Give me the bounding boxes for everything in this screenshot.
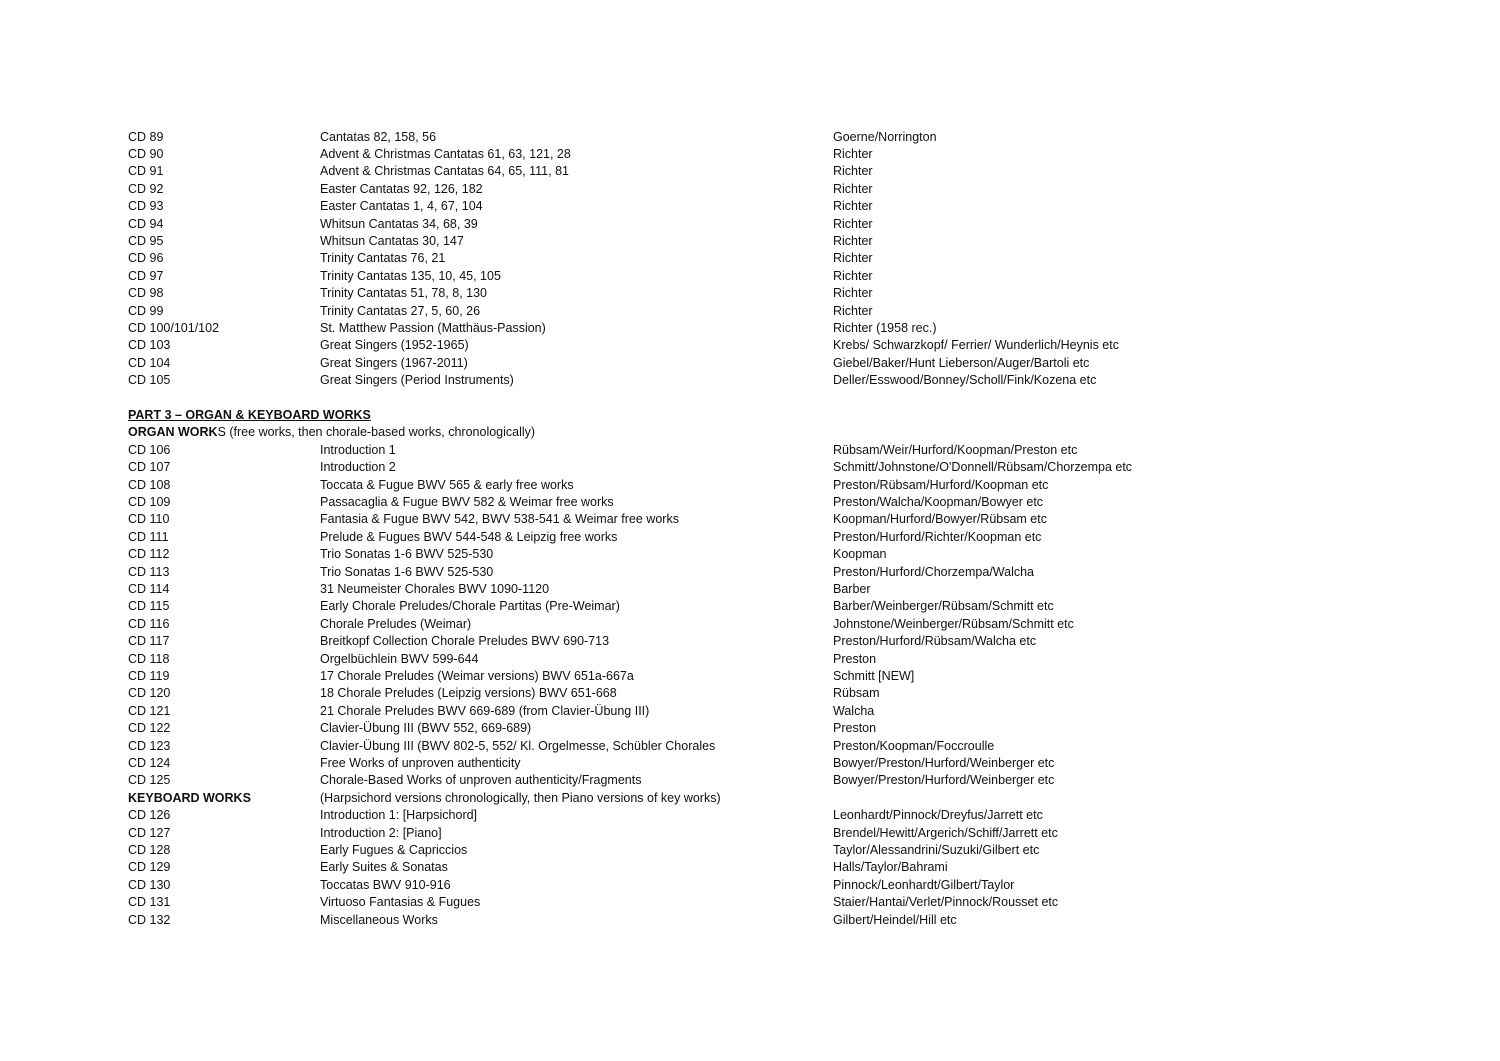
performers: Brendel/Hewitt/Argerich/Schiff/Jarrett etc — [833, 825, 1058, 840]
performers: Walcha — [833, 703, 875, 718]
work-title: 31 Neumeister Chorales BWV 1090-1120 — [320, 581, 550, 596]
table-row — [0, 633, 1500, 650]
work-title: Orgelbüchlein BWV 599-644 — [320, 651, 479, 666]
cd-number: CD 121 — [128, 703, 171, 718]
cd-number: CD 99 — [128, 303, 164, 318]
cd-number: CD 93 — [128, 199, 164, 214]
work-title: Chorale Preludes (Weimar) — [320, 616, 472, 631]
work-title: Toccatas BWV 910-916 — [320, 877, 451, 892]
cd-number: CD 92 — [128, 181, 164, 196]
performers: Preston/Koopman/Foccroulle — [833, 738, 995, 753]
table-row — [0, 285, 1500, 302]
cd-number: CD 118 — [128, 651, 170, 666]
keyboard-works-note: (Harpsichord versions chronologically, then Piano versions of key works) — [320, 790, 721, 805]
work-title: 17 Chorale Preludes (Weimar versions) BWV 651a-667a — [320, 668, 634, 683]
table-row — [0, 355, 1500, 372]
cd-number: CD 112 — [128, 547, 170, 562]
cd-number: CD 111 — [128, 529, 169, 544]
organ-works-note: S (free works, then chorale-based works, chronologically) — [217, 425, 536, 440]
table-row — [0, 442, 1500, 459]
table-row — [0, 825, 1500, 842]
performers: Taylor/Alessandrini/Suzuki/Gilbert etc — [833, 842, 1040, 857]
cd-number: CD 123 — [128, 738, 171, 753]
cd-number: CD 105 — [128, 373, 171, 388]
performers: Preston/Hurford/Rübsam/Walcha etc — [833, 634, 1037, 649]
table-row — [0, 146, 1500, 163]
table-row — [0, 268, 1500, 285]
performers: Preston/Hurford/Richter/Koopman etc — [833, 529, 1042, 544]
performers: Pinnock/Leonhardt/Gilbert/Taylor — [833, 877, 1015, 892]
cd-number: CD 97 — [128, 268, 164, 283]
cd-number: CD 127 — [128, 825, 171, 840]
table-row — [0, 494, 1500, 511]
cd-number: CD 132 — [128, 912, 171, 927]
work-title: Advent & Christmas Cantatas 64, 65, 111, 81 — [320, 164, 569, 179]
table-row — [0, 529, 1500, 546]
cd-number: CD 120 — [128, 686, 171, 701]
cd-number: CD 89 — [128, 129, 164, 144]
work-title: Whitsun Cantatas 30, 147 — [320, 233, 464, 248]
performers: Barber/Weinberger/Rübsam/Schmitt etc — [833, 599, 1054, 614]
performers: Schmitt/Johnstone/O'Donnell/Rübsam/Chorzempa etc — [833, 460, 1133, 475]
performers: Richter — [833, 286, 873, 301]
work-title: Early Suites & Sonatas — [320, 860, 448, 875]
work-title: Cantatas 82, 158, 56 — [320, 129, 437, 144]
performers: Schmitt [NEW] — [833, 668, 915, 683]
cd-number: CD 98 — [128, 286, 164, 301]
keyboard-works-heading-row — [0, 790, 1500, 807]
performers: Richter — [833, 303, 873, 318]
cd-number: CD 116 — [128, 616, 170, 631]
work-title: Whitsun Cantatas 34, 68, 39 — [320, 216, 478, 231]
work-title: Virtuoso Fantasias & Fugues — [320, 895, 481, 910]
cd-number: CD 90 — [128, 146, 164, 161]
performers: Richter — [833, 181, 873, 196]
part-heading: PART 3 – ORGAN & KEYBOARD WORKS — [128, 407, 371, 422]
performers: Krebs/ Schwarzkopf/ Ferrier/ Wunderlich/Heynis etc — [833, 338, 1119, 353]
performers: Bowyer/Preston/Hurford/Weinberger etc — [833, 755, 1055, 770]
table-row — [0, 651, 1500, 668]
cd-number: CD 110 — [128, 512, 170, 527]
performers: Koopman — [833, 547, 887, 562]
table-row — [0, 250, 1500, 267]
part-3-heading-row — [0, 407, 1500, 424]
work-title: Easter Cantatas 92, 126, 182 — [320, 181, 483, 196]
table-row — [0, 337, 1500, 354]
table-row — [0, 598, 1500, 615]
work-title: Trinity Cantatas 27, 5, 60, 26 — [320, 303, 481, 318]
work-title: Passacaglia & Fugue BWV 582 & Weimar free works — [320, 494, 614, 509]
table-row — [0, 668, 1500, 685]
table-row — [0, 685, 1500, 702]
cd-number: CD 130 — [128, 877, 171, 892]
table-row — [0, 755, 1500, 772]
table-row — [0, 181, 1500, 198]
organ-works-heading — [128, 424, 535, 441]
cd-number: CD 126 — [128, 808, 171, 823]
work-title: Trinity Cantatas 76, 21 — [320, 251, 446, 266]
performers: Staier/Hantai/Verlet/Pinnock/Rousset etc — [833, 895, 1059, 910]
performers: Giebel/Baker/Hunt Lieberson/Auger/Bartoli etc — [833, 355, 1090, 370]
table-row — [0, 842, 1500, 859]
table-row — [0, 564, 1500, 581]
cd-number: CD 114 — [128, 581, 170, 596]
table-row — [0, 546, 1500, 563]
performers: Richter — [833, 251, 873, 266]
work-title: Clavier-Übung III (BWV 802-5, 552/ Kl. Orgelmesse, Schübler Chorales — [320, 738, 716, 753]
cd-number: CD 109 — [128, 494, 171, 509]
work-title: Introduction 2 — [320, 460, 396, 475]
cd-number: CD 91 — [128, 164, 164, 179]
keyboard-works-label: KEYBOARD WORKS — [128, 790, 251, 805]
table-row — [0, 372, 1500, 389]
performers: Preston — [833, 651, 877, 666]
performers: Richter (1958 rec.) — [833, 320, 937, 335]
cd-number: CD 100/101/102 — [128, 320, 220, 335]
cd-number: CD 95 — [128, 233, 164, 248]
work-title: St. Matthew Passion (Matthäus-Passion) — [320, 320, 546, 335]
table-row — [0, 459, 1500, 476]
table-row — [0, 198, 1500, 215]
work-title: Prelude & Fugues BWV 544-548 & Leipzig free works — [320, 529, 618, 544]
work-title: Free Works of unproven authenticity — [320, 755, 521, 770]
performers: Richter — [833, 233, 873, 248]
performers: Koopman/Hurford/Bowyer/Rübsam etc — [833, 512, 1047, 527]
cd-number: CD 125 — [128, 773, 171, 788]
cd-number: CD 96 — [128, 251, 164, 266]
work-title: Breitkopf Collection Chorale Preludes BWV 690-713 — [320, 634, 610, 649]
work-title: Clavier-Übung III (BWV 552, 669-689) — [320, 721, 532, 736]
performers: Halls/Taylor/Bahrami — [833, 860, 948, 875]
performers: Preston — [833, 721, 877, 736]
performers: Johnstone/Weinberger/Rübsam/Schmitt etc — [833, 616, 1074, 631]
table-row — [0, 320, 1500, 337]
cd-number: CD 108 — [128, 477, 171, 492]
table-row — [0, 511, 1500, 528]
table-row — [0, 877, 1500, 894]
cd-number: CD 131 — [128, 895, 171, 910]
performers: Richter — [833, 268, 873, 283]
cd-number: CD 119 — [128, 668, 170, 683]
work-title: Great Singers (1967-2011) — [320, 355, 468, 370]
table-row — [0, 477, 1500, 494]
performers: Richter — [833, 216, 873, 231]
work-title: Early Chorale Preludes/Chorale Partitas (Pre-Weimar) — [320, 599, 620, 614]
performers: Preston/Walcha/Koopman/Bowyer etc — [833, 494, 1044, 509]
table-row — [0, 303, 1500, 320]
cd-number: CD 128 — [128, 842, 171, 857]
work-title: Great Singers (1952-1965) — [320, 338, 469, 353]
cd-number: CD 94 — [128, 216, 164, 231]
performers: Preston/Hurford/Chorzempa/Walcha — [833, 564, 1035, 579]
table-row — [0, 233, 1500, 250]
performers: Richter — [833, 199, 873, 214]
cd-number: CD 129 — [128, 860, 171, 875]
cd-number: CD 103 — [128, 338, 171, 353]
performers: Leonhardt/Pinnock/Dreyfus/Jarrett etc — [833, 808, 1043, 823]
table-row — [0, 129, 1500, 146]
performers: Rübsam — [833, 686, 880, 701]
cd-number: CD 113 — [128, 564, 170, 579]
organ-works-label: ORGAN WORK — [128, 425, 218, 440]
cd-number: CD 106 — [128, 442, 171, 457]
work-title: Advent & Christmas Cantatas 61, 63, 121, 28 — [320, 146, 571, 161]
work-title: Easter Cantatas 1, 4, 67, 104 — [320, 199, 483, 214]
work-title: Trinity Cantatas 51, 78, 8, 130 — [320, 286, 487, 301]
work-title: Chorale-Based Works of unproven authenticity/Fragments — [320, 773, 642, 788]
work-title: Trinity Cantatas 135, 10, 45, 105 — [320, 268, 501, 283]
table-row — [0, 720, 1500, 737]
table-row — [0, 163, 1500, 180]
table-row — [0, 216, 1500, 233]
performers: Richter — [833, 164, 873, 179]
work-title: 21 Chorale Preludes BWV 669-689 (from Clavier-Übung III) — [320, 703, 650, 718]
cd-number: CD 107 — [128, 460, 171, 475]
table-row — [0, 894, 1500, 911]
work-title: Great Singers (Period Instruments) — [320, 373, 514, 388]
work-title: Introduction 1: [Harpsichord] — [320, 808, 478, 823]
cd-number: CD 115 — [128, 599, 170, 614]
organ-works-heading-row — [0, 424, 1500, 441]
performers: Rübsam/Weir/Hurford/Koopman/Preston etc — [833, 442, 1078, 457]
work-title: Trio Sonatas 1-6 BWV 525-530 — [320, 547, 494, 562]
work-title: Trio Sonatas 1-6 BWV 525-530 — [320, 564, 494, 579]
performers: Gilbert/Heindel/Hill etc — [833, 912, 957, 927]
cd-number: CD 122 — [128, 721, 171, 736]
work-title: Introduction 2: [Piano] — [320, 825, 442, 840]
table-row — [0, 738, 1500, 755]
table-row — [0, 772, 1500, 789]
table-row — [0, 912, 1500, 929]
cd-number: CD 117 — [128, 634, 170, 649]
work-title: Miscellaneous Works — [320, 912, 438, 927]
performers: Richter — [833, 146, 873, 161]
cd-number: CD 124 — [128, 755, 171, 770]
work-title: Fantasia & Fugue BWV 542, BWV 538-541 & Weimar free works — [320, 512, 679, 527]
table-row — [0, 616, 1500, 633]
work-title: Early Fugues & Capriccios — [320, 842, 468, 857]
table-row — [0, 807, 1500, 824]
table-row — [0, 703, 1500, 720]
work-title: Introduction 1 — [320, 442, 396, 457]
performers: Deller/Esswood/Bonney/Scholl/Fink/Kozena etc — [833, 373, 1097, 388]
work-title: Toccata & Fugue BWV 565 & early free works — [320, 477, 574, 492]
performers: Preston/Rübsam/Hurford/Koopman etc — [833, 477, 1049, 492]
table-row — [0, 859, 1500, 876]
cd-number: CD 104 — [128, 355, 171, 370]
table-row — [0, 581, 1500, 598]
performers: Goerne/Norrington — [833, 129, 937, 144]
performers: Barber — [833, 581, 871, 596]
work-title: 18 Chorale Preludes (Leipzig versions) BWV 651-668 — [320, 686, 617, 701]
performers: Bowyer/Preston/Hurford/Weinberger etc — [833, 773, 1055, 788]
